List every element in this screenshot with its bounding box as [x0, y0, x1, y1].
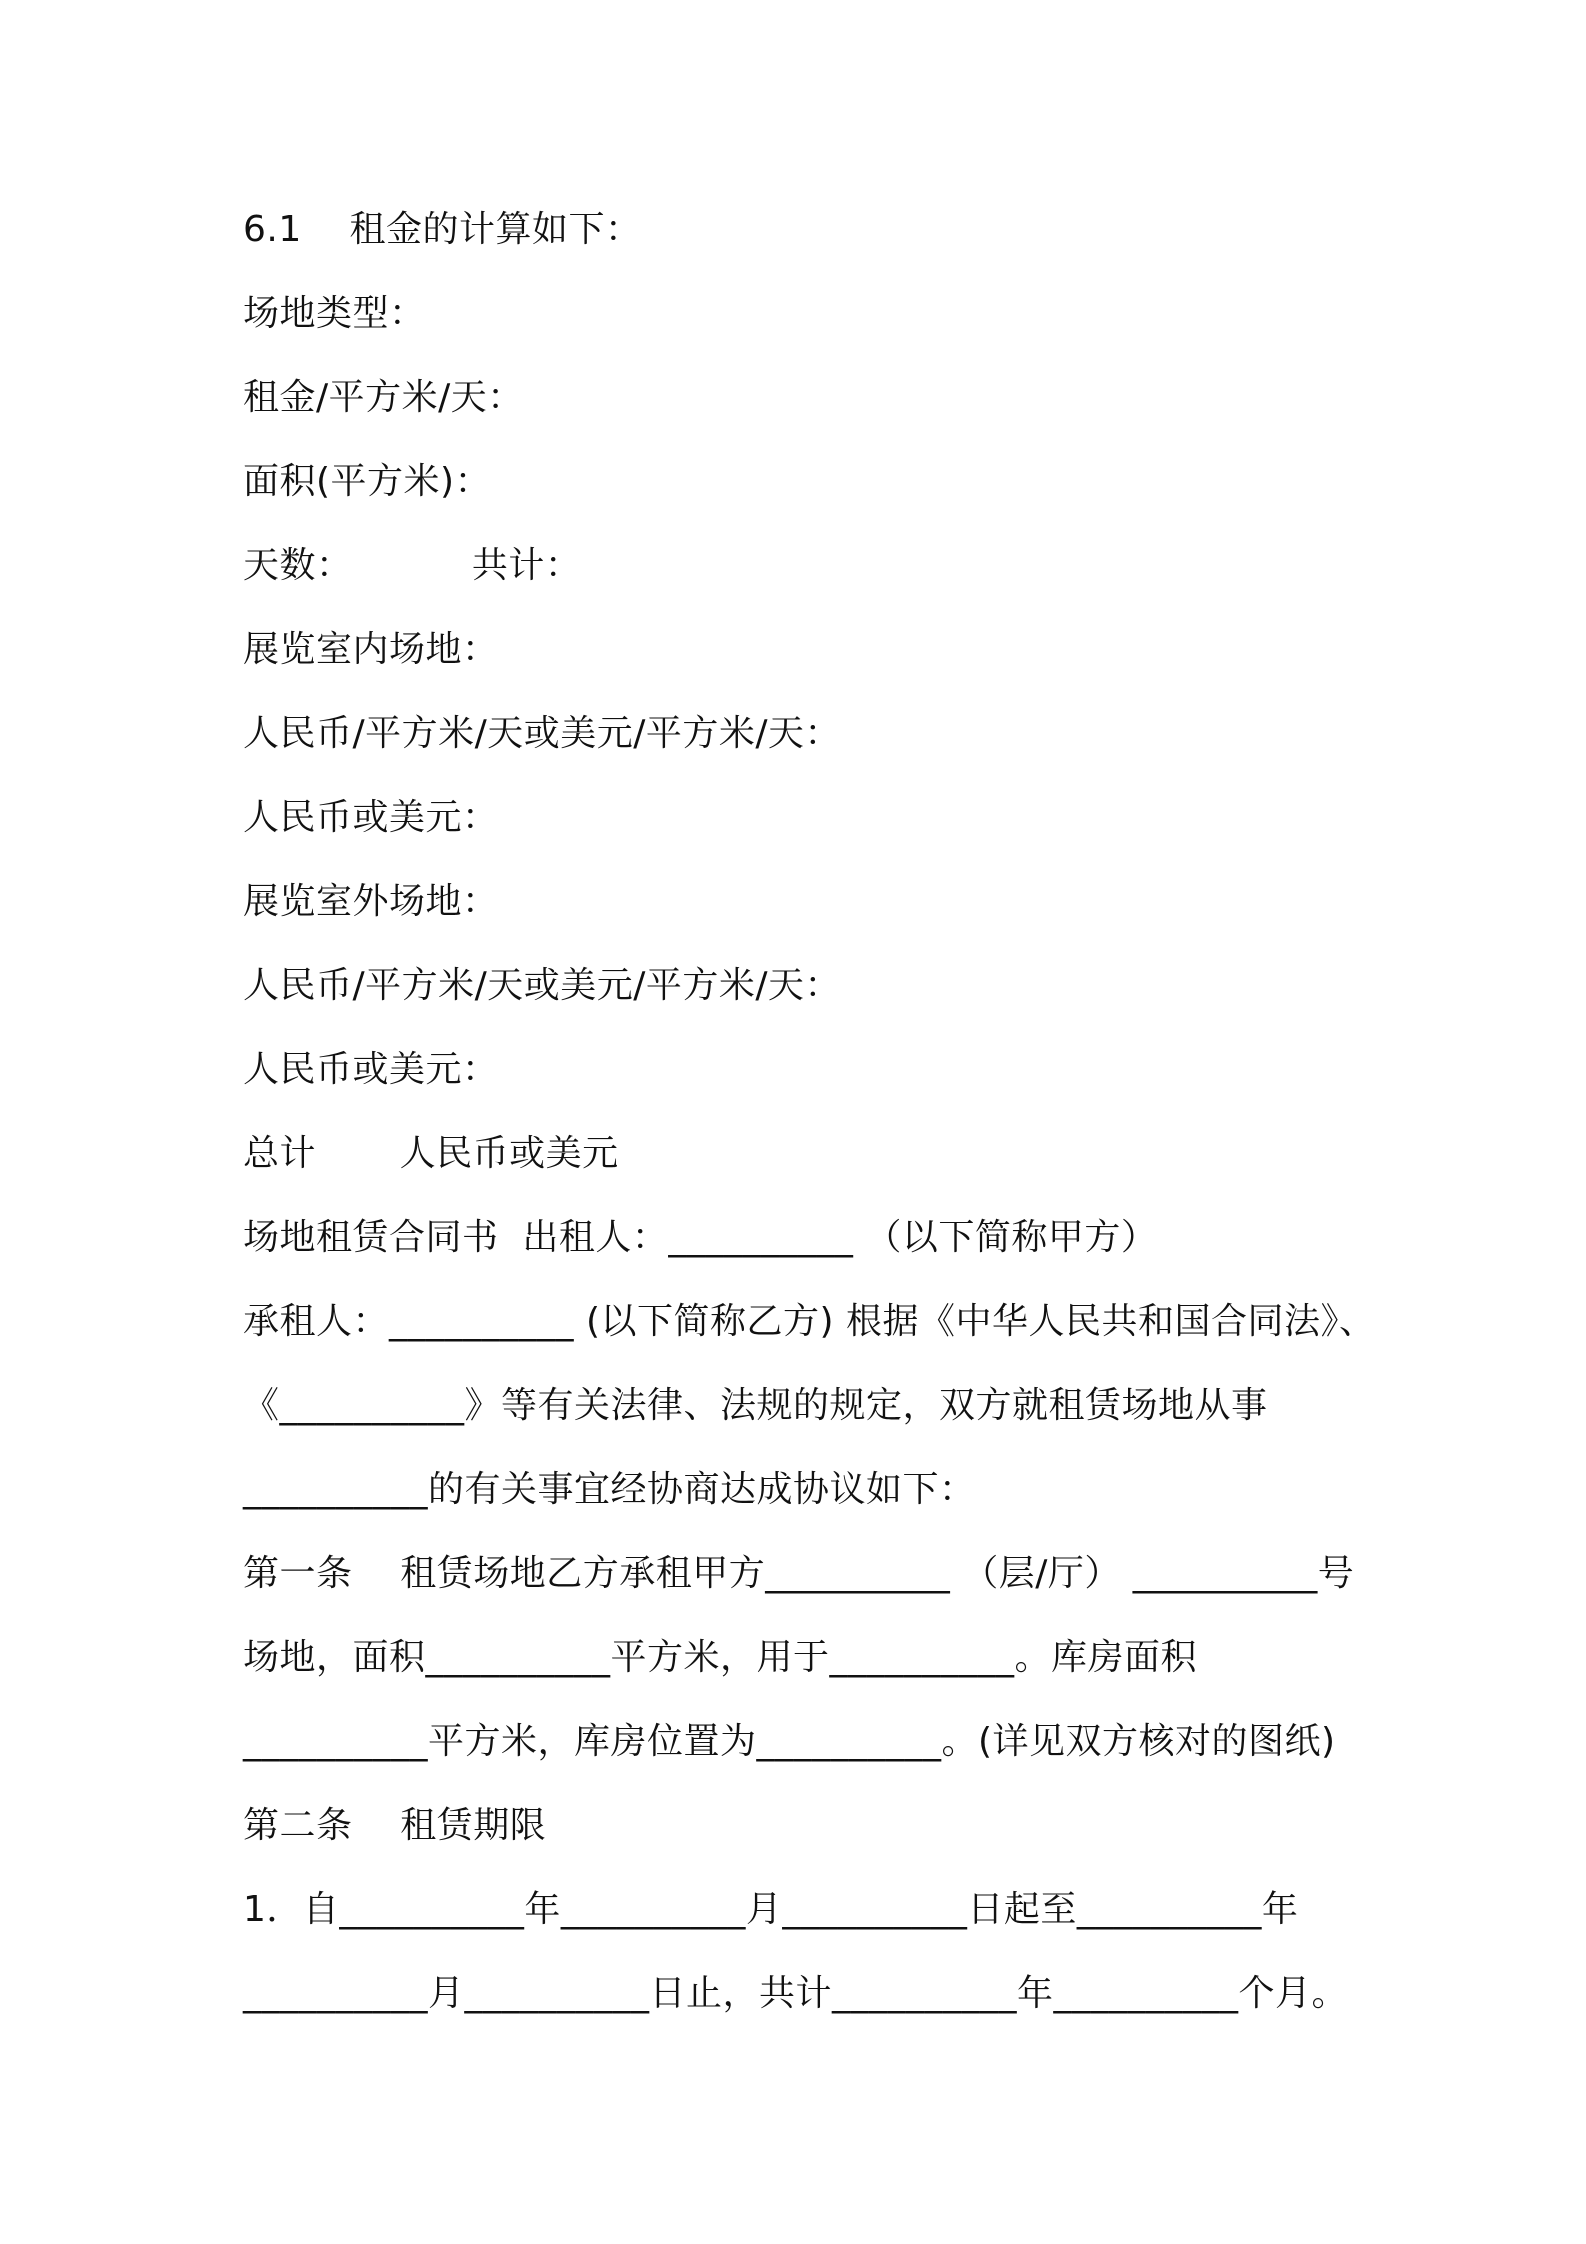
indoor-venue-label: 展览室内场地：	[243, 629, 499, 670]
article-1-area-use: 场地，面积__________平方米，用于__________。库房面积	[243, 1637, 1198, 1678]
agreement-intro: __________的有关事宜经协商达成协议如下：	[243, 1469, 976, 1510]
outdoor-venue-label: 展览室外场地：	[243, 881, 499, 922]
venue-type-label: 场地类型：	[243, 293, 426, 334]
article-2-heading: 第二条 租赁期限	[243, 1805, 547, 1846]
rent-per-sqm-day-label: 租金/平方米/天：	[243, 377, 524, 418]
outdoor-rate-label: 人民币/平方米/天或美元/平方米/天：	[243, 965, 842, 1006]
clause-6-1-heading: 6.1 租金的计算如下：	[243, 209, 642, 250]
contract-title-lessor: 场地租赁合同书 出租人：__________ （以下简称甲方）	[243, 1217, 1158, 1258]
legal-basis-clause: 《__________》等有关法律、法规的规定，双方就租赁场地从事	[243, 1385, 1268, 1426]
lessee-clause: 承租人：__________ (以下简称乙方) 根据《中华人民共和国合同法》、	[243, 1301, 1376, 1342]
article-1-premises: 第一条 租赁场地乙方承租甲方__________ （层/厅） __________号	[243, 1553, 1355, 1594]
article-1-warehouse: __________平方米，库房位置为__________。(详见双方核对的图纸)	[243, 1721, 1336, 1762]
indoor-currency-label: 人民币或美元：	[243, 797, 499, 838]
outdoor-currency-label: 人民币或美元：	[243, 1049, 499, 1090]
grand-total-label: 总计 人民币或美元	[243, 1133, 619, 1174]
lease-term-start: 1．自__________年__________月__________日起至__________年	[243, 1889, 1299, 1930]
area-label: 面积(平方米)：	[243, 461, 492, 502]
indoor-rate-label: 人民币/平方米/天或美元/平方米/天：	[243, 713, 842, 754]
days-total-label: 天数： 共计：	[243, 545, 582, 586]
lease-term-end: __________月__________日止，共计__________年__________个月。	[243, 1973, 1349, 2014]
